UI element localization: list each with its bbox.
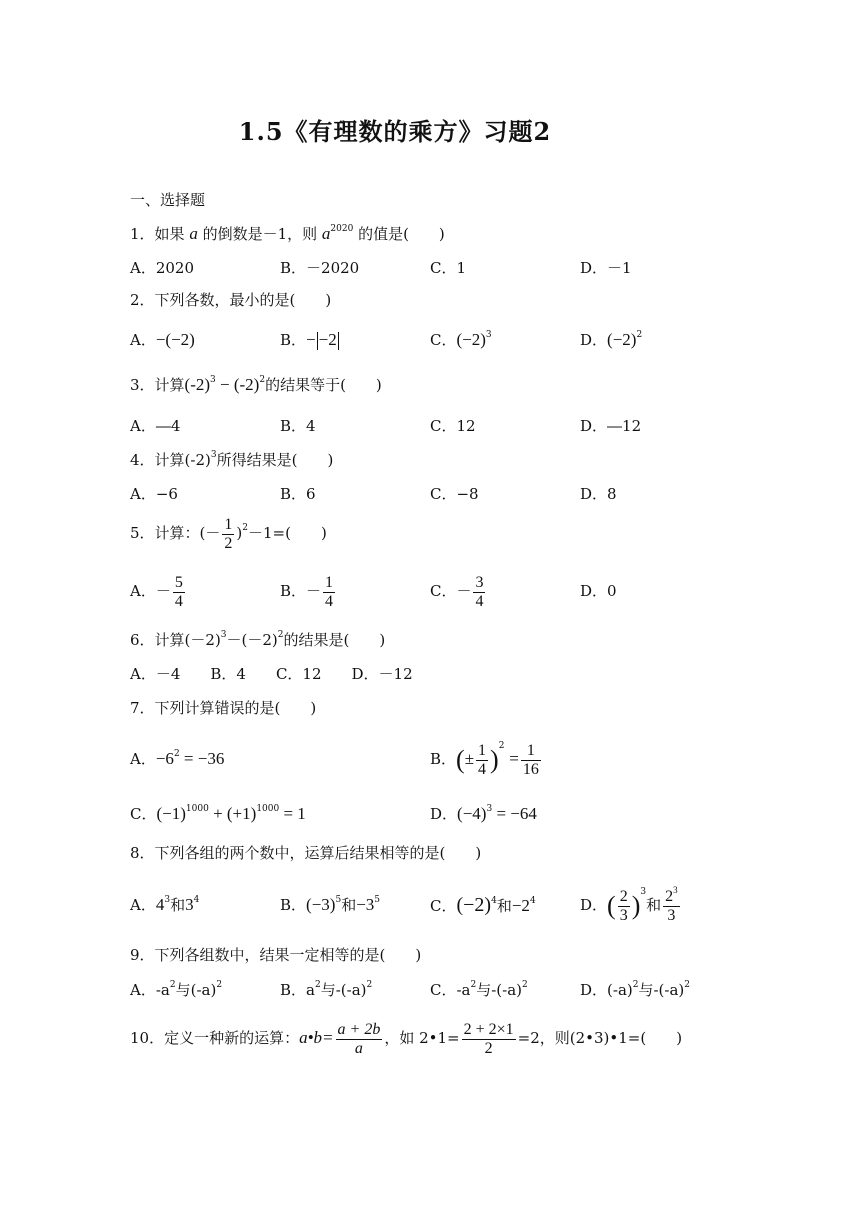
q1-text: 1．如果	[130, 225, 190, 243]
question-10	[130, 1019, 682, 1058]
q3-expr-2: (-2)	[233, 375, 260, 394]
q10-den: a	[354, 1039, 363, 1057]
q1-option-b: B．－2020	[280, 259, 360, 277]
q9-c-2: 与-(-a)	[476, 981, 523, 999]
q9-d-exp-2: 2	[684, 980, 691, 990]
q6-text-a: 6．计算(－2)	[130, 631, 221, 649]
question-7: 7．下列计算错误的是( )	[130, 699, 317, 717]
q7-d-result: = −64	[492, 804, 537, 823]
q8-b-base-1: (−3)	[306, 895, 336, 914]
q2-option-c	[430, 330, 492, 350]
q1-exponent: 2020	[330, 224, 354, 234]
q7-b-result-num: 1	[526, 741, 535, 759]
q8-d-num-2-base: 2	[665, 887, 674, 905]
q5-den: 2	[224, 534, 233, 552]
q1-option-c: C．1	[430, 259, 467, 277]
q2-label-a: A．	[130, 331, 156, 349]
q8-d-den-2: 3	[667, 906, 676, 924]
q3-minus: −	[215, 375, 234, 394]
q8-option-c	[430, 895, 536, 916]
q7-a-result: = −36	[179, 749, 225, 768]
q9-option-a	[130, 980, 222, 1000]
q6-exp-1: 3	[220, 630, 227, 640]
q7-a-exp: 2	[173, 749, 180, 759]
q2-label-c: C．	[430, 331, 457, 349]
q2-option-d	[580, 330, 642, 350]
question-2: 2．下列各数，最小的是( )	[130, 291, 332, 309]
q8-a-and: 和	[170, 896, 186, 914]
q5-label-c: C．－	[430, 582, 472, 600]
q9-c-exp-2: 2	[522, 980, 528, 990]
q9-a-2: 与(-a)	[175, 981, 217, 999]
q8-c-and: 和	[496, 897, 512, 915]
q7-b-equals: =	[509, 749, 519, 768]
q10-den2: 2	[484, 1039, 493, 1057]
q7-b-fraction	[476, 742, 488, 779]
q9-option-c	[430, 980, 528, 1000]
q9-option-d	[580, 980, 690, 1000]
section-heading: 一、选择题	[130, 191, 206, 209]
q7-option-b	[430, 738, 543, 781]
q8-option-a	[130, 895, 199, 915]
q7-d-expr: (−4)	[457, 804, 487, 823]
abs-bar-right	[338, 332, 339, 350]
question-9: 9．下列各组数中，结果一定相等的是( )	[130, 946, 422, 964]
q2-label-d: D．	[580, 331, 608, 349]
q7-d-exp: 3	[486, 804, 493, 814]
q5-option-a	[130, 572, 187, 611]
q1-option-d: D．－1	[580, 259, 632, 277]
q7-c-expr-1: (−1)	[156, 804, 186, 823]
q9-b-1: B．a	[280, 981, 315, 999]
q7-label-d: D．	[430, 805, 458, 823]
q9-c-1: C．-a	[430, 981, 471, 999]
q5-c-num: 3	[475, 573, 484, 591]
paren-right: )	[631, 891, 641, 920]
q8-c-exp-1: 4	[491, 896, 497, 906]
q3-option-b: B．4	[280, 417, 316, 435]
q8-d-exp-1: 3	[640, 887, 647, 897]
paren-left: (	[456, 745, 465, 774]
q3-text-a: 3．计算	[130, 376, 185, 394]
paren-left: (	[607, 891, 616, 920]
q5-fraction	[222, 516, 234, 553]
q8-option-b	[280, 895, 380, 915]
q3-exp-1: 3	[210, 375, 216, 385]
q8-a-base-1: 4	[155, 895, 165, 914]
q5-text-b: )	[236, 524, 243, 542]
q9-d-2: 与-(-a)	[638, 981, 685, 999]
q2-expr-d: (−2)	[607, 330, 637, 349]
q5-label-a: A．－	[130, 582, 171, 600]
q7-c-expr-2: + (+1)	[208, 804, 257, 823]
q10-num: a + 2b	[337, 1020, 381, 1038]
q8-c-base-2: −2	[511, 896, 530, 915]
q9-c-exp-1: 2	[470, 980, 477, 990]
q7-c-result: = 1	[279, 804, 306, 823]
q8-b-base-2: −3	[356, 895, 375, 914]
q2-expr-b-inner: −2	[318, 330, 337, 349]
q4-exp: 3	[210, 450, 217, 460]
question-5	[130, 514, 327, 553]
q8-c-base-1: (−2)	[456, 894, 492, 916]
q7-b-den: 4	[478, 760, 487, 778]
q6-text-c: 的结果是( )	[283, 631, 386, 649]
q10-text-b: ，如 2•1=	[384, 1029, 460, 1047]
q6-options: A．－4 B．4 C．12 D．－12	[130, 665, 413, 683]
q8-d-num-2	[663, 884, 680, 906]
q1-text-c: 的值是( )	[353, 225, 445, 243]
q5-option-c	[430, 572, 487, 611]
q10-text-c: =2，则(2•3)•1=( )	[517, 1029, 683, 1047]
q2-exp-d: 2	[636, 330, 643, 340]
q8-b-exp-1: 5	[335, 895, 342, 905]
q8-d-fraction-1	[618, 888, 630, 925]
paren-right: )	[490, 745, 499, 774]
q2-option-a	[130, 330, 195, 350]
q7-b-result-den: 16	[522, 760, 539, 778]
q8-label-b: B．	[280, 896, 307, 914]
q5-exp: 2	[242, 523, 248, 533]
question-4	[130, 450, 333, 470]
q2-expr-a: −(−2)	[155, 330, 195, 349]
q1-var2: a	[321, 224, 331, 243]
question-8: 8．下列各组的两个数中，运算后结果相等的是( )	[130, 844, 482, 862]
q9-b-exp-1: 2	[314, 980, 321, 990]
q4-option-d: D．8	[580, 485, 617, 503]
question-6	[130, 630, 385, 650]
q3-option-a: A．―4	[130, 417, 181, 435]
q2-expr-b-minus: −	[306, 330, 316, 349]
q3-expr-1: (-2)	[184, 375, 211, 394]
q8-d-den-1: 3	[619, 906, 628, 924]
question-3	[130, 375, 382, 395]
q4-text-a: 4．计算(-2)	[130, 451, 211, 469]
question-1	[130, 224, 445, 244]
q5-b-den: 4	[325, 592, 334, 610]
q6-exp-2: 2	[277, 630, 284, 640]
q9-b-2: 与-(-a)	[320, 981, 367, 999]
q9-option-b	[280, 980, 372, 1000]
q3-text-b: 的结果等于( )	[265, 376, 382, 394]
q10-fraction	[336, 1021, 383, 1058]
q5-text-c: －1=( )	[248, 524, 327, 542]
q9-b-exp-2: 2	[366, 980, 373, 990]
q5-b-num: 1	[325, 573, 334, 591]
q8-label-a: A．	[130, 896, 156, 914]
q7-b-result	[521, 742, 541, 779]
q8-b-exp-2: 5	[374, 895, 381, 905]
q4-option-c: C．−8	[430, 485, 479, 503]
q8-d-fraction-2	[663, 884, 680, 925]
q9-a-exp-2: 2	[216, 980, 223, 990]
q2-expr-c: (−2)	[456, 330, 486, 349]
q5-num: 1	[224, 515, 233, 533]
q9-d-1: D．(-a)	[580, 981, 633, 999]
q9-a-exp-1: 2	[169, 980, 176, 990]
q5-option-d: D．0	[580, 582, 617, 600]
q5-text-a: 5．计算：(－	[130, 524, 221, 542]
q5-option-b	[280, 572, 337, 611]
q4-text-b: 所得结果是( )	[216, 451, 334, 469]
q2-option-b	[280, 330, 340, 350]
q5-label-b: B．－	[280, 582, 322, 600]
q5-c-den: 4	[475, 592, 484, 610]
q6-text-b: －(－2)	[226, 631, 278, 649]
q8-a-exp-1: 3	[164, 895, 171, 905]
q10-lhs: a•b=	[299, 1028, 334, 1047]
q5-a-num: 5	[174, 573, 183, 591]
q7-b-num: 1	[478, 741, 487, 759]
q10-num2: 2 + 2×1	[463, 1020, 514, 1038]
q7-label-b: B．	[430, 750, 457, 768]
q9-a-1: A．-a	[130, 981, 170, 999]
q8-d-num-1: 2	[619, 887, 628, 905]
q7-option-a	[130, 749, 224, 769]
q8-a-exp-2: 4	[193, 895, 200, 905]
q7-b-plusminus: ±	[464, 749, 475, 768]
page-title: 1.5《有理数的乘方》习题2	[238, 117, 552, 146]
q2-label-b: B．	[280, 331, 307, 349]
q1-var: a	[189, 224, 198, 243]
q7-c-exp-1: 1000	[185, 804, 209, 814]
q4-option-a: A．−6	[130, 485, 178, 503]
q8-d-num-2-exp: 3	[673, 884, 678, 895]
q5-c-fraction	[473, 574, 485, 611]
q4-option-b: B．6	[280, 485, 316, 503]
q7-label-c: C．	[130, 805, 157, 823]
q10-example-fraction	[462, 1021, 516, 1058]
q3-exp-2: 2	[259, 375, 266, 385]
q3-option-c: C．12	[430, 417, 476, 435]
q1-text-b: 的倒数是－1，则	[197, 225, 322, 243]
q7-option-c	[130, 804, 306, 824]
q7-c-exp-2: 1000	[256, 804, 280, 814]
q2-exp-c: 3	[485, 330, 492, 340]
q5-a-fraction	[173, 574, 185, 611]
q8-c-exp-2: 4	[529, 896, 536, 906]
q5-a-den: 4	[174, 592, 183, 610]
q10-text-a: 10．定义一种新的运算：	[130, 1029, 300, 1047]
q1-option-a: A．2020	[130, 259, 195, 277]
q8-a-base-2: 3	[185, 895, 194, 914]
q8-option-d	[580, 884, 682, 927]
q8-d-and: 和	[646, 896, 662, 914]
q3-option-d: D．―12	[580, 417, 642, 435]
q7-a-expr: −6	[155, 749, 174, 768]
q8-label-d: D．	[580, 896, 608, 914]
q7-option-d	[430, 804, 537, 824]
q5-b-fraction	[323, 574, 335, 611]
q7-b-exp: 2	[498, 741, 505, 751]
q7-label-a: A．	[130, 750, 156, 768]
q9-d-exp-1: 2	[632, 980, 639, 990]
q8-b-and: 和	[341, 896, 357, 914]
abs-bar-left	[317, 332, 318, 350]
q8-label-c: C．	[430, 897, 457, 915]
